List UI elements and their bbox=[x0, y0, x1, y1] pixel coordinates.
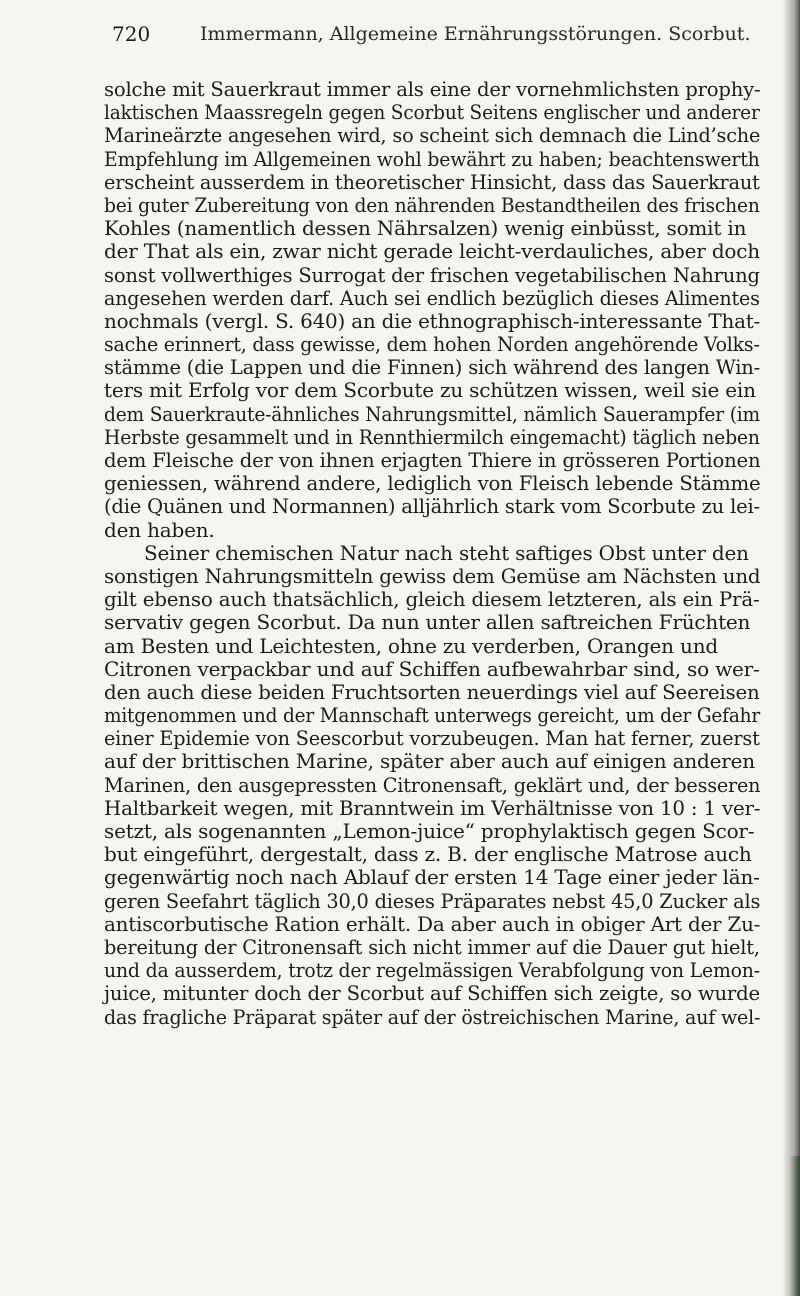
text-line: antiscorbutische Ration erhält. Da aber auch in obiger Art der Zu- bbox=[104, 911, 761, 936]
text-line: sonst vollwerthiges Surrogat der frischen vegetabilischen Nahrung bbox=[104, 262, 760, 287]
page-number: 720 bbox=[112, 22, 151, 46]
text-line: erscheint ausserdem in theoretischer Hinsicht, dass das Sauerkraut bbox=[104, 169, 760, 194]
text-line: bereitung der Citronensaft sich nicht immer auf die Dauer gut hielt, bbox=[104, 934, 760, 959]
text-line: geniessen, während andere, lediglich von Fleisch lebende Stämme bbox=[104, 471, 761, 496]
text-line: Herbste gesammelt und in Rennthiermilch eingemacht) täglich neben bbox=[104, 424, 760, 449]
text-line: laktischen Maassregeln gegen Scorbut Seitens englischer und anderer bbox=[104, 100, 760, 125]
text-line: servativ gegen Scorbut. Da nun unter allen saftreichen Früchten bbox=[104, 610, 751, 635]
text-line: dem Fleische der von ihnen erjagten Thiere in grösseren Portionen bbox=[104, 448, 761, 472]
text-line: sache erinnert, dass gewisse, dem hohen Norden angehörende Volks- bbox=[104, 332, 760, 357]
text-line: nochmals (vergl. S. 640) an die ethnographisch-interessante That- bbox=[104, 308, 761, 333]
text-line: dem Sauerkraute-ähnliches Nahrungsmittel, nämlich Sauerampfer (im bbox=[104, 401, 761, 426]
text-line: but eingeführt, dergestalt, dass z. B. der englische Matrose auch bbox=[104, 842, 752, 867]
text-line: bei guter Zubereitung von den nährenden Bestandtheilen des frischen bbox=[104, 192, 760, 217]
text-line: mitgenommen und der Mannschaft unterwegs gereicht, um der Gefahr bbox=[104, 703, 761, 728]
page-header bbox=[112, 14, 751, 54]
text-line: sonstigen Nahrungsmitteln gewiss dem Gemüse am Nächsten und bbox=[104, 563, 761, 588]
text-line: juice, mitunter doch der Scorbut auf Schiffen sich zeigte, so wurde bbox=[104, 981, 760, 1006]
text-line: gegenwärtig noch nach Ablauf der ersten 14 Tage einer jeder län- bbox=[104, 865, 760, 890]
text-line: am Besten und Leichtesten, ohne zu verderben, Orangen und bbox=[104, 633, 718, 658]
body-text bbox=[104, 78, 760, 1029]
text-line: Citronen verpackbar und auf Schiffen aufbewahrbar sind, so wer- bbox=[104, 656, 760, 681]
text-line: Empfehlung im Allgemeinen wohl bewährt zu haben; beachtenswerth bbox=[104, 146, 760, 171]
paragraph-start-line: Seiner chemischen Natur nach steht saftiges Obst unter den bbox=[144, 540, 749, 565]
text-line: das fragliche Präparat später auf der östreichischen Marine, auf wel- bbox=[104, 1004, 761, 1029]
text-line: Haltbarkeit wegen, mit Branntwein im Verhältnisse von 10 : 1 ver- bbox=[104, 795, 761, 820]
text-line: einer Epidemie von Seescorbut vorzubeugen. Man hat ferner, zuerst bbox=[104, 726, 760, 751]
text-line: den auch diese beiden Fruchtsorten neuerdings viel auf Seereisen bbox=[104, 679, 760, 704]
text-line: solche mit Sauerkraut immer als eine der vornehmlichsten prophy- bbox=[104, 77, 761, 101]
text-line: der That als ein, zwar nicht gerade leicht-verdauliches, aber doch bbox=[104, 239, 760, 264]
text-line: Marineärzte angesehen wird, so scheint sich demnach die Lind’sche bbox=[104, 123, 761, 148]
text-line: Marinen, den ausgepressten Citronensaft, geklärt und, der besseren bbox=[104, 772, 761, 797]
text-line: gilt ebenso auch thatsächlich, gleich diesem letzteren, als ein Prä- bbox=[104, 587, 760, 612]
text-line: (die Quänen und Normannen) alljährlich stark vom Scorbute zu lei- bbox=[104, 494, 760, 519]
text-line: setzt, als sogenannten „Lemon-juice“ prophylaktisch gegen Scor- bbox=[104, 819, 755, 843]
text-line: Kohles (namentlich dessen Nährsalzen) wenig einbüsst, somit in bbox=[104, 216, 747, 241]
text-line: den haben. bbox=[104, 517, 215, 542]
text-line: und da ausserdem, trotz der regelmässigen Verabfolgung von Lemon- bbox=[104, 958, 760, 983]
page-edge-tint bbox=[790, 1156, 800, 1296]
running-title: Immermann, Allgemeine Ernährungsstörungen. Scorbut. bbox=[200, 23, 751, 45]
text-line: geren Seefahrt täglich 30,0 dieses Präparates nebst 45,0 Zucker als bbox=[104, 888, 761, 913]
text-line: angesehen werden darf. Auch sei endlich bezüglich dieses Alimentes bbox=[104, 285, 760, 310]
text-line: auf der brittischen Marine, später aber auch auf einigen anderen bbox=[104, 749, 755, 774]
text-line: ters mit Erfolg vor dem Scorbute zu schützen wissen, weil sie ein bbox=[104, 378, 756, 403]
text-line: stämme (die Lappen und die Finnen) sich während des langen Win- bbox=[104, 355, 761, 380]
page-edge-shadow bbox=[782, 0, 800, 1296]
